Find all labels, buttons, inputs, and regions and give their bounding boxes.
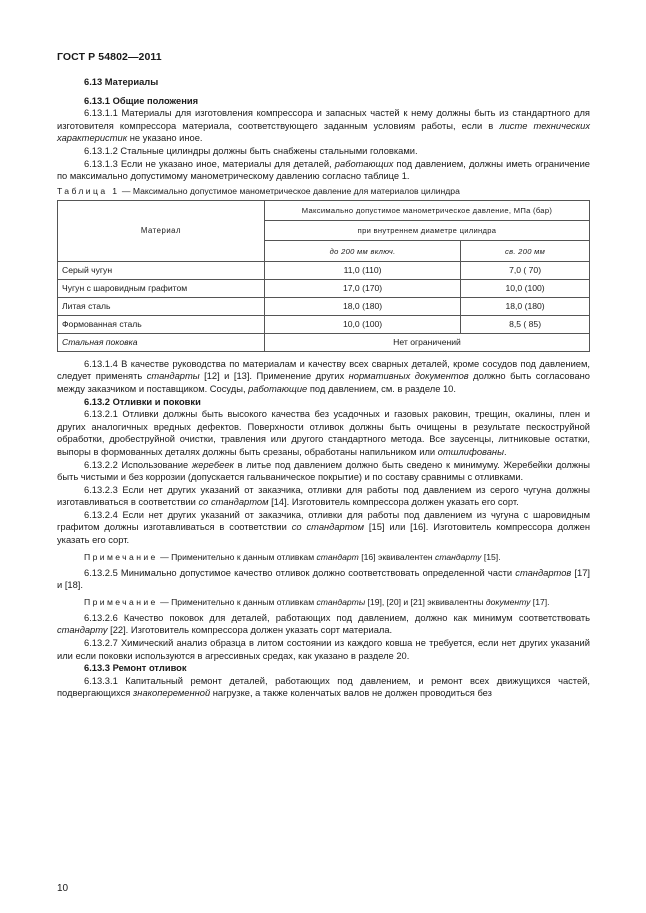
table-header-internal-diameter: при внутреннем диаметре цилиндра — [265, 221, 590, 241]
table-cell-material: Чугун с шаровидным графитом — [58, 279, 265, 297]
table-cell-over: 10,0 (100) — [461, 279, 590, 297]
paragraph-6-13-2-2: 6.13.2.2 Использование жеребеек в литье под давлением должно быть сведено к минимуму. Жеребейки должны быть чистыми и без коррозии (допускается гальваническое покрытие) и по составу сравнимы с отливками. — [57, 459, 590, 483]
table-cell-over: 8,5 ( 85) — [461, 315, 590, 333]
table-header-material: Материал — [58, 200, 265, 261]
table-cell-material: Стальная поковка — [58, 333, 265, 351]
subsection-title: 6.13.1 Общие положения — [84, 95, 199, 106]
paragraph-6-13-2-6: 6.13.2.6 Качество поковок для деталей, работающих под давлением, должно как минимум соответствовать стандарту [22]. Изготовитель компрессора должен указать сорт материала. — [57, 612, 590, 636]
table-cell-over: 18,0 (180) — [461, 297, 590, 315]
table-header-upto-200: до 200 мм включ. — [265, 241, 461, 261]
paragraph-6-13-1-2: 6.13.1.2 Стальные цилиндры должны быть снабжены стальными головками. — [84, 145, 418, 156]
table-cell-material: Литая сталь — [58, 297, 265, 315]
table-row — [58, 315, 590, 333]
note-2: Примечание — Применительно к данным отливкам стандарты [19], [20] и [21] эквивалентны документу [17]. — [84, 596, 550, 607]
table-caption: Таблица 1 — Максимально допустимое манометрическое давление для материалов цилиндра — [57, 185, 460, 196]
paragraph-6-13-2-7: 6.13.2.7 Химический анализ образца в литом состоянии из каждого ковша не требуется, если нет других указаний или если поковки используются в агрессивных средах, как указано в разделе 20. — [57, 638, 590, 661]
table-row — [58, 261, 590, 279]
table-header-over-200: св. 200 мм — [461, 241, 590, 261]
table-row — [58, 333, 590, 351]
paragraph-6-13-1-3: 6.13.1.3 Если не указано иное, материалы для деталей, работающих под давлением, должны иметь ограничение по максимально допустимому манометрическому давлению согласно таблице 1. — [57, 158, 590, 182]
note-1: Примечание — Применительно к данным отливкам стандарт [16] эквивалентен стандарту [15]. — [84, 551, 501, 562]
paragraph-6-13-2-4: 6.13.2.4 Если нет других указаний от заказчика, отливки для работы под давлением из чугуна с шаровидным графитом должны изготавливаться в соответствии со стандартом [15] или [16]. Изготовитель компрессора должен указать его сорт. — [57, 509, 590, 546]
table-cell-upto: 10,0 (100) — [265, 315, 461, 333]
table-row — [58, 297, 590, 315]
table-cell-over: 7,0 ( 70) — [461, 261, 590, 279]
table-cell-material: Формованная сталь — [58, 315, 265, 333]
table-row — [58, 279, 590, 297]
table-cell-material: Серый чугун — [58, 261, 265, 279]
paragraph-6-13-2-3: 6.13.2.3 Если нет других указаний от заказчика, отливки для работы под давлением из серого чугуна должны изготавливаться в соответствии со стандартом [14]. Изготовитель компрессора должен указать его сорт. — [57, 484, 590, 508]
subsection-title: 6.13.3 Ремонт отливок — [84, 663, 187, 674]
paragraph-6-13-2-5: 6.13.2.5 Минимально допустимое качество отливок должно соответствовать определенной части стандартов [17] и [18]. — [57, 567, 590, 591]
page-number: 10 — [57, 883, 69, 894]
materials-table — [57, 200, 590, 352]
table-cell-upto: 17,0 (170) — [265, 279, 461, 297]
table-cell-value: Нет ограничений — [265, 333, 590, 351]
document-header: ГОСТ Р 54802—2011 — [57, 51, 162, 63]
paragraph-6-13-1-4: 6.13.1.4 В качестве руководства по материалам и качеству всех сварных деталей, кроме сосудов под давлением, следует применять стандарты [12] и [13]. Применение других нормативных документов должно быть согласовано между заказчиком и поставщиком. Сосуды, работающие под давлением, см. в разделе 10. — [57, 358, 591, 394]
paragraph-6-13-1-1: 6.13.1.1 Материалы для изготовления компрессора и запасных частей к нему должны быть из стандартного для изготовителя компрессора материала, соответствующего заданным условиям работы, если в листе технических характеристик не указано иное. — [57, 108, 590, 144]
table-cell-upto: 18,0 (180) — [265, 297, 461, 315]
table-header-pressure: Максимально допустимое манометрическое давление, МПа (бар) — [265, 200, 590, 220]
paragraph-6-13-3-1: 6.13.3.1 Капитальный ремонт деталей, работающих под давлением, и ремонт всех движущихся частей, подвергающихся знакопеременной нагрузке, а также коленчатых валов не должен проводиться без — [57, 675, 590, 699]
subsection-title: 6.13.2 Отливки и поковки — [84, 396, 201, 407]
section-title: 6.13 Материалы — [84, 77, 159, 87]
document-body — [57, 76, 590, 700]
table-cell-upto: 11,0 (110) — [265, 261, 461, 279]
paragraph-6-13-2-1: 6.13.2.1 Отливки должны быть высокого качества без усадочных и газовых раковин, трещин, окалины, плен и других аналогичных вредных дефектов. Поверхности отливок должны быть очищены в результате пескоструйной обработки, дробеструйной очистки, травления или другого стандартного метода. Все заусенцы, литниковые остатки, выпоры в формованных деталях должны быть срезаны, обработаны напильником или отшлифованы. — [57, 409, 590, 457]
